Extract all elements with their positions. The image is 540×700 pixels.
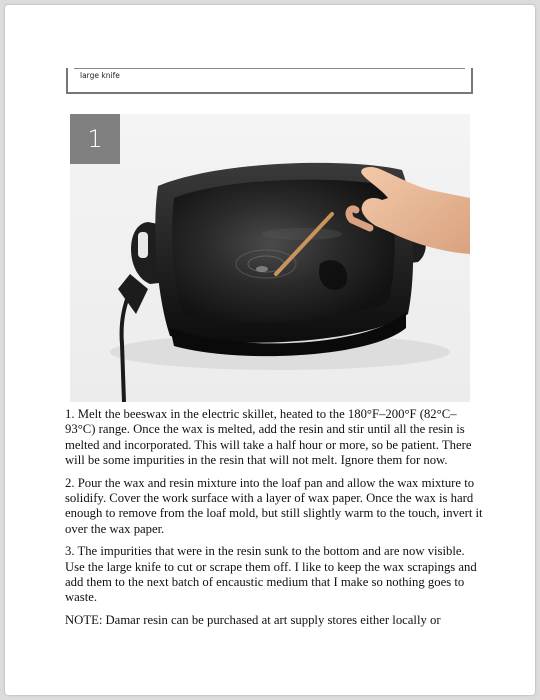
document-page <box>5 5 535 695</box>
instruction-paragraph-2: 2. Pour the wax and resin mixture into the loaf pan and allow the wax mixture to solidify. Cover the work surface with a layer of wax paper. Once the wax is hard enough to remove from the loaf mold, but still slightly warm to the touch, invert it over the wax paper. <box>65 475 483 536</box>
note-paragraph: NOTE: Damar resin can be purchased at art supply stores either locally or <box>65 612 441 627</box>
step-photo <box>70 114 470 402</box>
step-number-badge: 1 <box>70 114 120 164</box>
electric-skillet-image <box>70 114 470 402</box>
supply-item: large knife <box>80 71 120 80</box>
supply-list-box <box>66 68 473 94</box>
instruction-paragraph-3: 3. The impurities that were in the resin sunk to the bottom and are now visible. Use the large knife to cut or scrape them off. I like to keep the wax scrapings and add them to the next batch of encaustic medium that I make so nothing goes to waste. <box>65 544 477 605</box>
supply-list-divider <box>74 68 465 69</box>
instruction-paragraph-1: 1. Melt the beeswax in the electric skillet, heated to the 180°F–200°F (82°C–93°C) range. Once the wax is melted, add the resin and stir until all the resin is melted and incorporated. This will take a half hour or more, so be patient. There will be some impurities in the resin that will not melt. Ignore them for now. <box>65 407 472 468</box>
instructions <box>65 407 483 635</box>
